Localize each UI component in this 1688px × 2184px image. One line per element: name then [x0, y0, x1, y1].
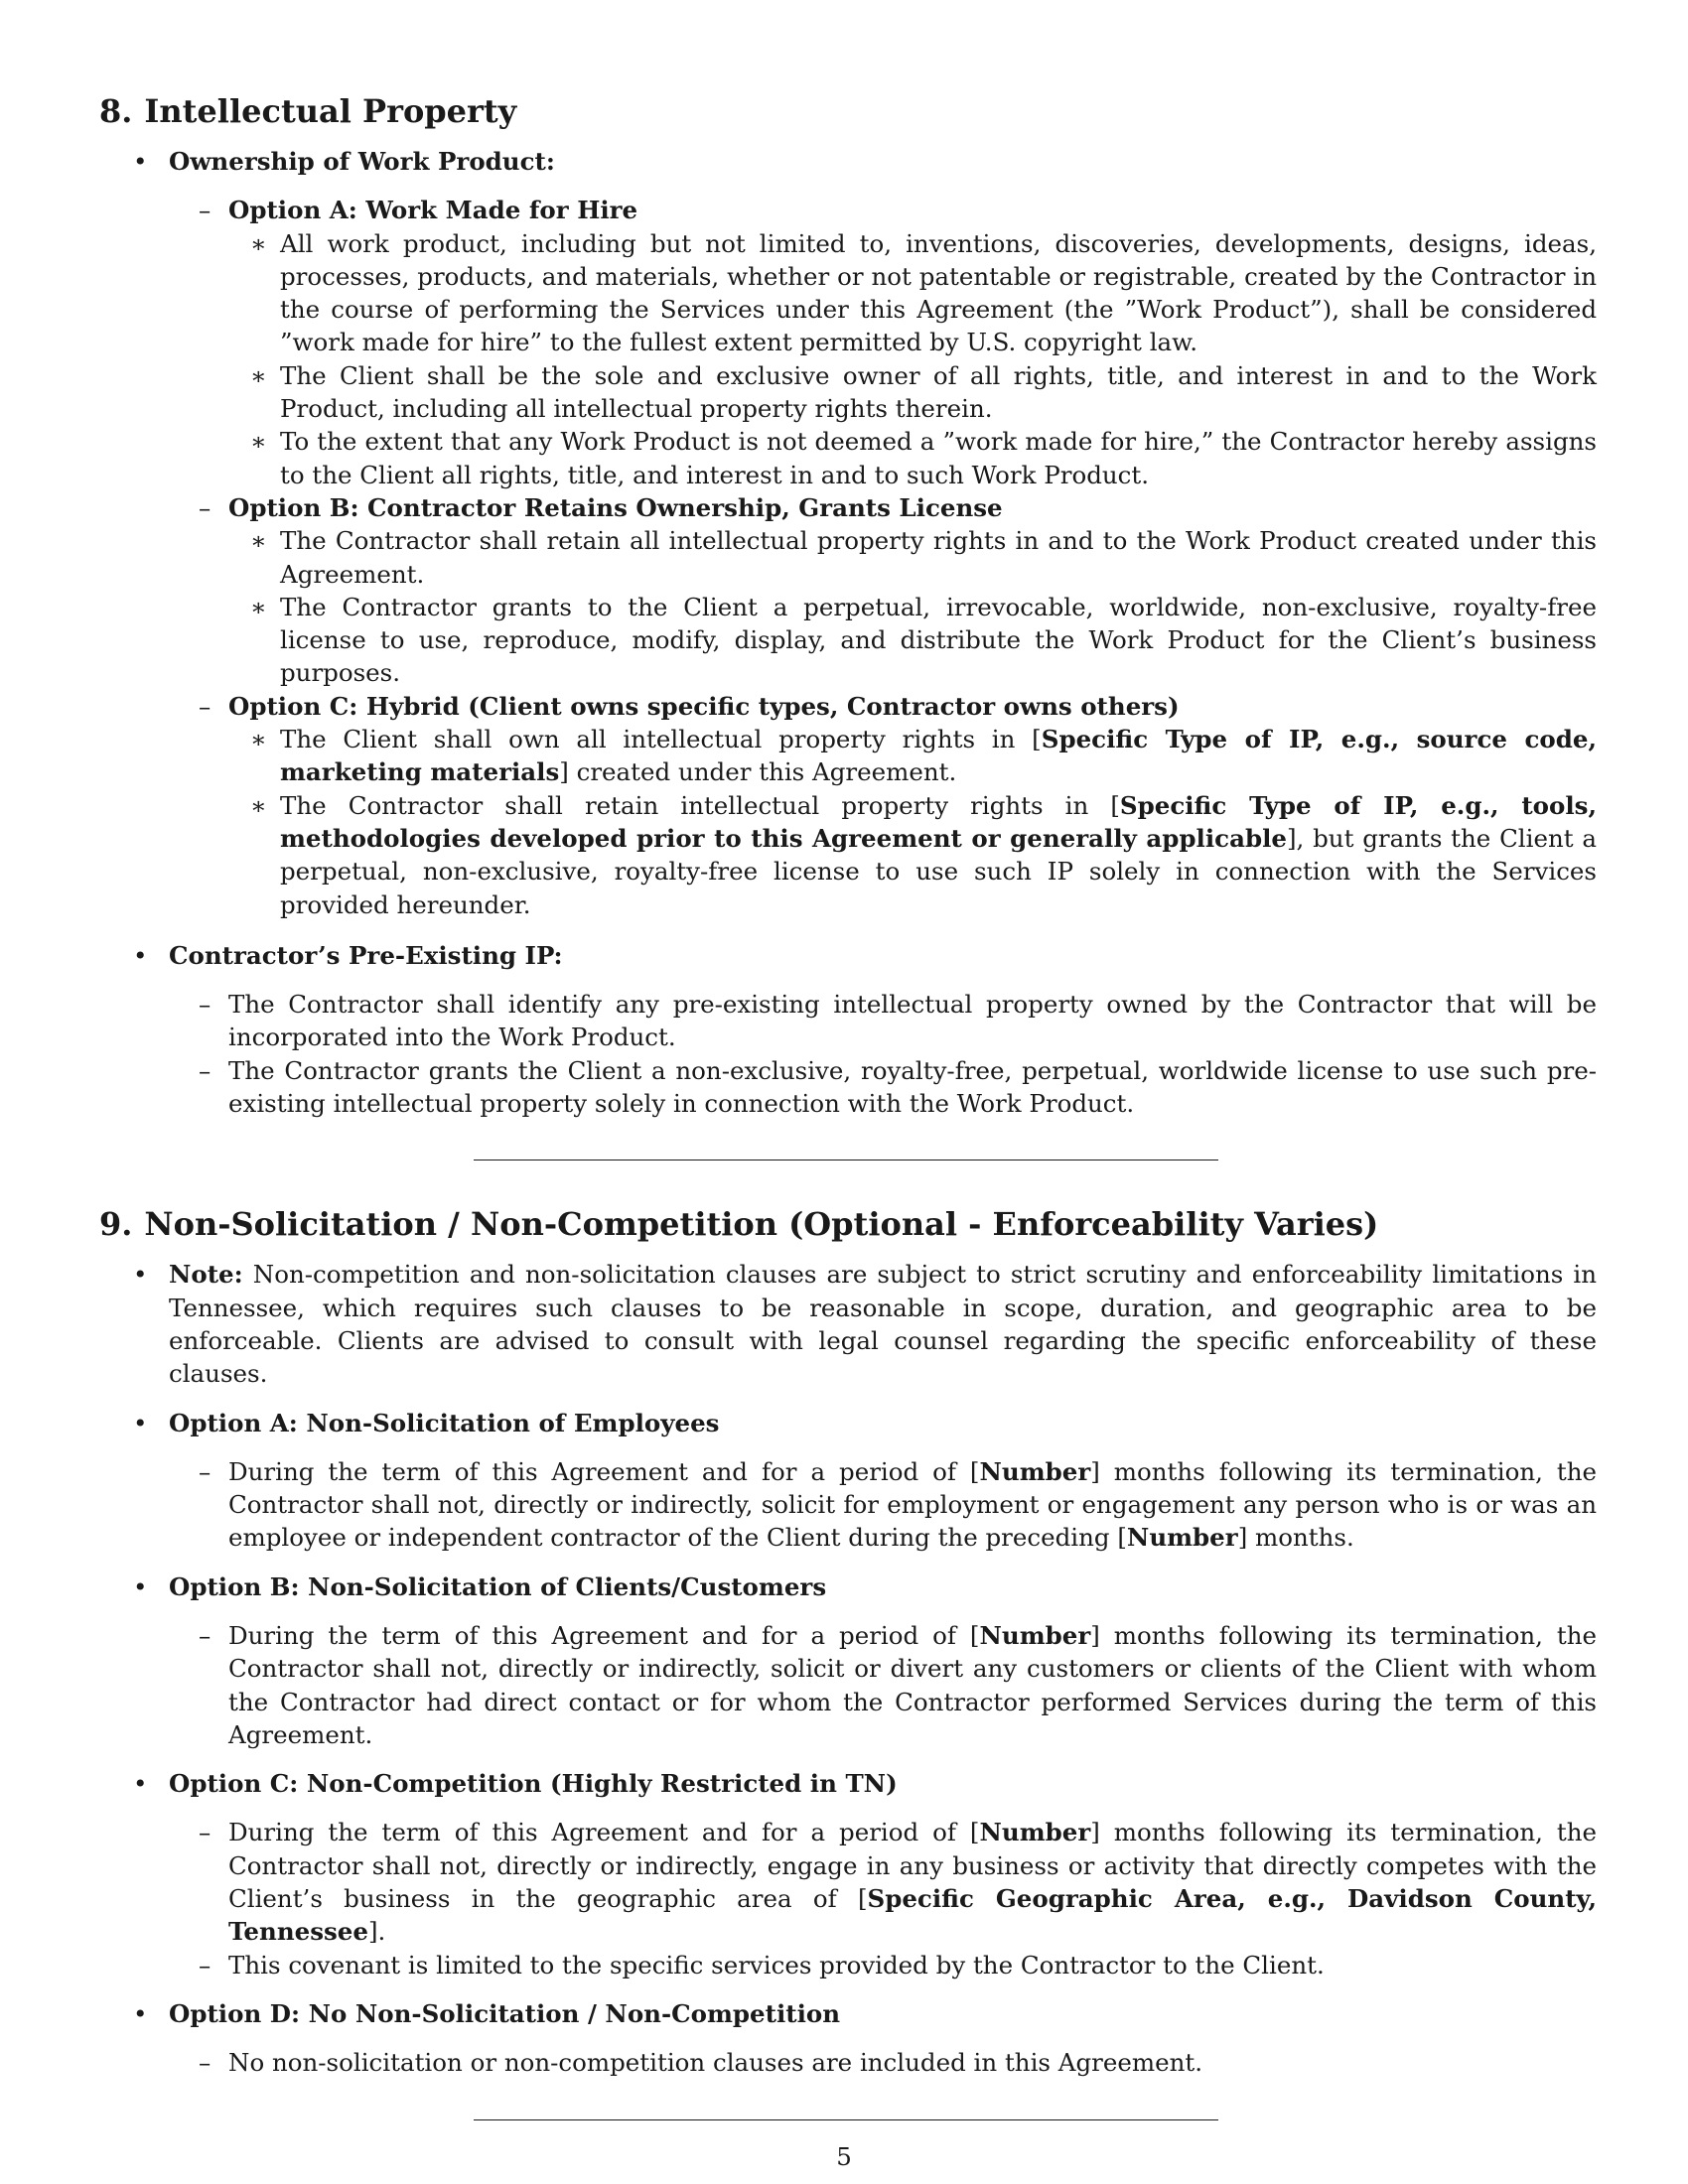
dash-marker: – — [199, 1620, 211, 1650]
item-text: The Contractor shall identify any pre-existing intellectual property owned by the Contractor that will be incorporated into the Work Product. — [228, 990, 1597, 1052]
item-text: During the term of this Agreement and for a period of [ — [228, 1620, 980, 1650]
item-text: During the term of this Agreement and for a period of [ — [228, 1456, 980, 1486]
list-item-option-c — [99, 690, 1597, 723]
item-text: All work product, including but not limited to, inventions, discoveries, developments, designs, ideas, processes, products, and materials, whether or not patentable or registrable, created by the Contractor in the course of performing the Services under this Agreement (the ”Work Product”), shall be considered ”work made for hire” to the fullest extent permitted by U.S. copyright law. — [280, 228, 1597, 357]
list-item — [99, 359, 1597, 426]
section-9-heading — [99, 1204, 1597, 1244]
placeholder-number: Number — [979, 1620, 1091, 1650]
item-text: The Contractor grants to the Client a perpetual, irrevocable, worldwide, non-exclusive, royalty-free license to use, reproduce, modify, display, and distribute the Work Product for the Client’s business purposes. — [280, 592, 1597, 688]
list-item — [99, 789, 1597, 921]
item-text: ] months. — [1237, 1523, 1354, 1553]
item-text: The Contractor shall retain all intellectual property rights in and to the Work Product created under this Agreement. — [280, 526, 1597, 589]
item-text: No non-solicitation or non-competition clauses are included in this Agreement. — [228, 2048, 1203, 2078]
item-text: The Client shall be the sole and exclusive owner of all rights, title, and interest in and to the Work Product, including all intellectual property rights therein. — [280, 360, 1597, 424]
list-item-option-b — [99, 491, 1597, 524]
list-item-note — [99, 1258, 1597, 1390]
dash-marker: – — [199, 990, 211, 1020]
item-text: The Contractor shall retain intellectual property rights in [ — [280, 790, 1120, 820]
page-number: 5 — [836, 2142, 852, 2171]
horizontal-rule — [474, 2119, 1218, 2120]
bullet-marker: • — [133, 147, 148, 176]
bullet-marker: • — [133, 1998, 148, 2028]
dash-marker: – — [199, 691, 211, 721]
dash-marker: – — [199, 1456, 211, 1486]
option-c-label: Option C: Non-Competition (Highly Restricted in TN) — [169, 1769, 898, 1799]
section-number: 8. — [99, 92, 133, 130]
dash-marker: – — [199, 1055, 211, 1085]
placeholder-number: Number — [979, 1818, 1091, 1847]
star-marker: ∗ — [250, 228, 267, 258]
bullet-marker: • — [133, 1571, 148, 1601]
placeholder-ip-type: Specific Type of IP, e.g., tools, methodologies developed prior to this Agreement or generally applicable — [280, 790, 1597, 853]
list-item — [99, 524, 1597, 591]
item-text: ] months following its termination, the Contractor shall not, directly or indirectly, engage in any business or activity that directly competes with the Client’s business in the geographic area of [ — [228, 1818, 1597, 1914]
preexisting-label: Contractor’s Pre-Existing IP: — [169, 940, 563, 970]
star-marker: ∗ — [250, 526, 267, 556]
item-text: ], but grants the Client a perpetual, non-exclusive, royalty-free license to use such IP solely in connection with the Services provided hereunder. — [280, 823, 1597, 919]
bullet-marker: • — [133, 1769, 148, 1799]
note-text: Non-competition and non-solicitation clauses are subject to strict scrutiny and enforceability limitations in Tennessee, which requires such clauses to be reasonable in scope, duration, and geographic area to be enforceable. Clients are advised to consult with legal counsel regarding the specific enforceability of these clauses. — [169, 1260, 1597, 1389]
list-item-option-a — [99, 1407, 1597, 1439]
star-marker: ∗ — [250, 725, 267, 754]
list-item — [99, 591, 1597, 690]
star-marker: ∗ — [250, 790, 267, 820]
item-text: During the term of this Agreement and for a period of [ — [228, 1818, 980, 1847]
list-item-option-a — [99, 194, 1597, 226]
item-text: ] created under this Agreement. — [559, 757, 957, 787]
section-8-heading — [99, 91, 1597, 131]
placeholder-number: Number — [1126, 1523, 1238, 1553]
list-item-preexisting — [99, 939, 1597, 972]
list-item — [99, 227, 1597, 359]
list-item — [99, 1619, 1597, 1751]
star-marker: ∗ — [250, 427, 267, 457]
list-item — [99, 1455, 1597, 1555]
section-title: Non-Solicitation / Non-Competition (Optional - Enforceability Varies) — [144, 1205, 1379, 1244]
bullet-marker: • — [133, 1408, 148, 1437]
item-text: ] months following its termination, the Contractor shall not, directly or indirectly, solicit for employment or engagement any person who is or was an employee or independent contractor of the Client during the preceding [ — [228, 1456, 1597, 1553]
placeholder-number: Number — [979, 1456, 1091, 1486]
section-number: 9. — [99, 1205, 133, 1244]
dash-marker: – — [199, 196, 211, 225]
item-text: ] months following its termination, the Contractor shall not, directly or indirectly, solicit or divert any customers or clients of the Client with whom the Contractor had direct contact or for whom the Contractor performed Services during the term of this Agreement. — [228, 1620, 1597, 1749]
list-item-option-b — [99, 1570, 1597, 1603]
option-c-label: Option C: Hybrid (Client owns specific types, Contractor owns others) — [228, 691, 1180, 721]
placeholder-ip-type: Specific Type of IP, e.g., source code, marketing materials — [280, 725, 1597, 787]
list-item — [99, 1054, 1597, 1121]
placeholder-geographic-area: Specific Geographic Area, e.g., Davidson County, Tennessee — [228, 1884, 1597, 1947]
dash-marker: – — [199, 2048, 211, 2078]
ownership-label: Ownership of Work Product: — [169, 147, 555, 176]
item-text: ]. — [367, 1917, 386, 1947]
note-label: Note: — [169, 1260, 243, 1290]
list-item — [99, 723, 1597, 789]
item-text: The Client shall own all intellectual property rights in [ — [280, 725, 1042, 754]
list-item-option-d — [99, 1997, 1597, 2030]
list-item — [99, 425, 1597, 491]
item-text: To the extent that any Work Product is not deemed a ”work made for hire,” the Contractor hereby assigns to the Client all rights, title, and interest in and to such Work Product. — [280, 427, 1597, 489]
dash-marker: – — [199, 1950, 211, 1979]
item-text: The Contractor grants the Client a non-exclusive, royalty-free, perpetual, worldwide license to use such pre-existing intellectual property solely in connection with the Work Product. — [228, 1055, 1597, 1119]
item-text: This covenant is limited to the specific services provided by the Contractor to the Client. — [228, 1950, 1325, 1979]
list-item — [99, 1949, 1597, 1981]
option-a-label: Option A: Non-Solicitation of Employees — [169, 1408, 720, 1437]
list-item-ownership — [99, 145, 1597, 178]
option-b-label: Option B: Contractor Retains Ownership, Grants License — [228, 492, 1003, 522]
option-a-label: Option A: Work Made for Hire — [228, 196, 638, 225]
list-item — [99, 988, 1597, 1054]
bullet-marker: • — [133, 940, 148, 970]
star-marker: ∗ — [250, 592, 267, 621]
page-content — [99, 91, 1597, 2120]
dash-marker: – — [199, 492, 211, 522]
list-item — [99, 2046, 1597, 2079]
list-item-option-c — [99, 1767, 1597, 1800]
list-item — [99, 1816, 1597, 1948]
option-b-label: Option B: Non-Solicitation of Clients/Customers — [169, 1571, 827, 1601]
bullet-marker: • — [133, 1260, 148, 1290]
star-marker: ∗ — [250, 360, 267, 390]
option-d-label: Option D: No Non-Solicitation / Non-Competition — [169, 1998, 841, 2028]
section-title: Intellectual Property — [144, 92, 517, 130]
dash-marker: – — [199, 1818, 211, 1847]
